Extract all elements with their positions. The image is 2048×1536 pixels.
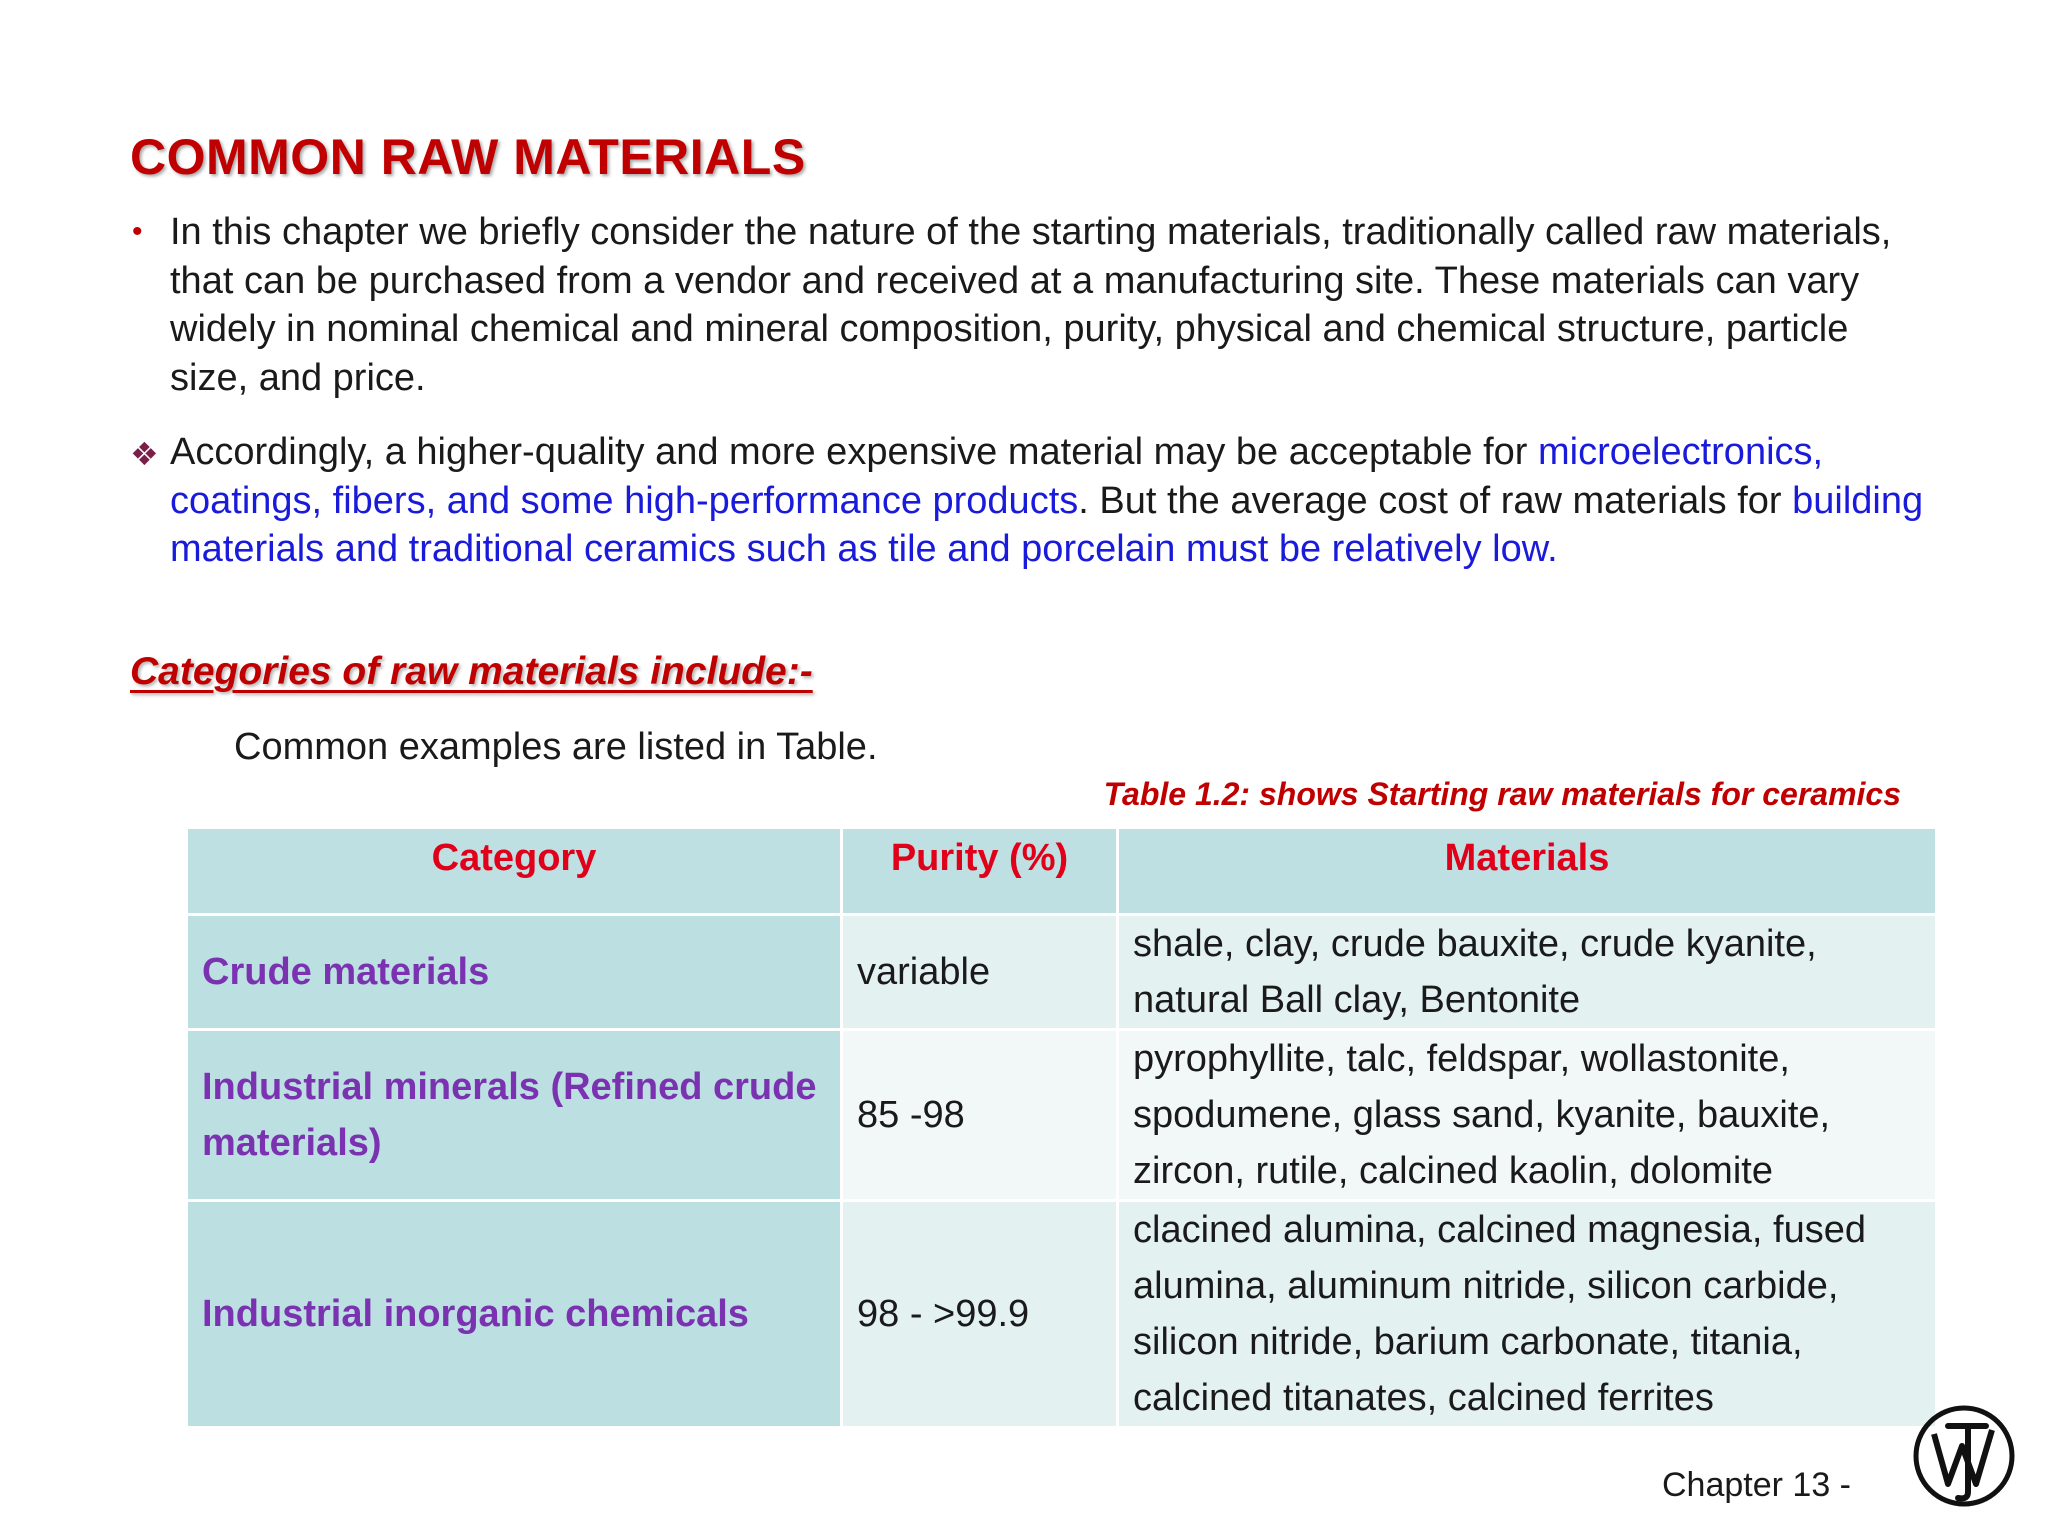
bullet-dot-icon: •	[132, 215, 143, 248]
cell-materials: shale, clay, crude bauxite, crude kyanite, natural Ball clay, Bentonite	[1118, 915, 1937, 1030]
bullet-1-text: In this chapter we briefly consider the nature of the starting materials, traditionally called raw materials, that can be purchased from a vendor and received at a manufacturing site. These materials can vary widely in nominal chemical and mineral composition, purity, physical and chemical structure, particle size, and price.	[170, 211, 1892, 399]
header-materials: Materials	[1118, 828, 1937, 915]
wiley-logo-icon	[1912, 1400, 2016, 1512]
bullet-paragraph-2	[130, 428, 1930, 574]
table-row	[187, 915, 1937, 1030]
bullet-2-highlight-a: microelectronics, coatings, fibers, and some high-performance products	[170, 431, 1824, 522]
bullet-2-text	[130, 428, 1930, 574]
cell-purity: 85 -98	[842, 1030, 1118, 1201]
table-row	[187, 1030, 1937, 1201]
bullet-2-text-a: Accordingly, a higher-quality and more expensive material may be acceptable for	[170, 431, 1538, 473]
table-caption: Table 1.2: shows Starting raw materials for ceramics	[1103, 776, 1901, 812]
cell-purity: variable	[842, 915, 1118, 1030]
cell-purity: 98 - >99.9	[842, 1201, 1118, 1428]
cell-materials: pyrophyllite, talc, feldspar, wollastonite, spodumene, glass sand, kyanite, bauxite, zircon, rutile, calcined kaolin, dolomite	[1118, 1030, 1937, 1201]
diamond-bullet-icon: ❖	[130, 436, 159, 472]
categories-subheading: Categories of raw materials include:-	[130, 650, 813, 693]
cell-materials: clacined alumina, calcined magnesia, fused alumina, aluminum nitride, silicon carbide, silicon nitride, barium carbonate, titania, calcined titanates, calcined ferrites	[1118, 1201, 1937, 1428]
chapter-footer: Chapter 13 -	[1662, 1466, 1851, 1504]
bullet-2-highlight-b: building materials and traditional ceramics such as tile and porcelain must be relatively low.	[170, 479, 1924, 570]
raw-materials-table	[185, 826, 1938, 1429]
cell-category: Crude materials	[187, 915, 842, 1030]
header-purity: Purity (%)	[842, 828, 1118, 915]
slide-title: COMMON RAW MATERIALS	[130, 129, 806, 185]
header-category: Category	[187, 828, 842, 915]
bullet-paragraph-1	[130, 208, 1930, 402]
table-header-row	[187, 828, 1937, 915]
examples-text: Common examples are listed in Table.	[234, 726, 878, 768]
table-row	[187, 1201, 1937, 1428]
cell-category: Industrial inorganic chemicals	[187, 1201, 842, 1428]
cell-category: Industrial minerals (Refined crude materials)	[187, 1030, 842, 1201]
bullet-2-text-b: . But the average cost of raw materials for	[1078, 479, 1793, 522]
